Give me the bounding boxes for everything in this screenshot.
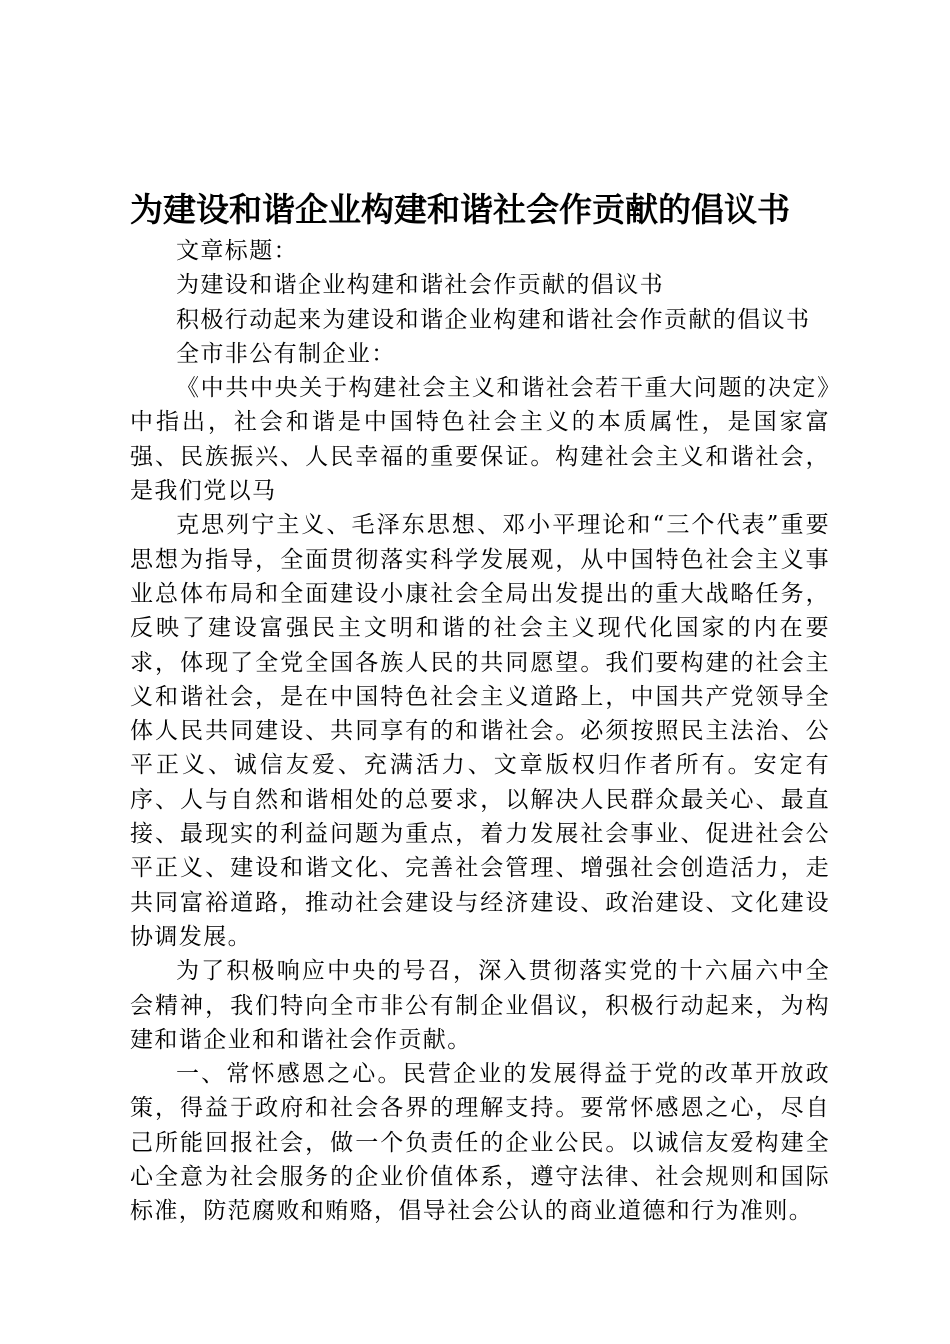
paragraph-article-label: 文章标题： [176,238,298,264]
paragraph-body-2: 克思列宁主义、毛泽东思想、邓小平理论和“三个代表”重要思想为指导，全面贯彻落实科学发展观，从中国特色社会主义事业总体布局和全面建设小康社会全局出发提出的重大战略任务，反映了建设富强民主文明和谐的社会主义现代化国家的内在要求，体现了全党全国各族人民的共同愿望。我们要构建的社会主义和谐社会，是在中国特色社会主义道路上，中国共产党领导全体人民共同建设、共同享有的和谐社会。必须按照民主法治、公平正义、诚信友爱、充满活力、文章版权归作者所有。安定有序、人与自然和谐相处的总要求，以解决人民群众最关心、最直接、最现实的利益问题为重点，着力发展社会事业、促进社会公平正义、建设和谐文化、完善社会管理、增强社会创造活力，走共同富裕道路，推动社会建设与经济建设、政治建设、文化建设协调发展。 [130,512,830,950]
paragraph-body-1: 《中共中央关于构建社会主义和谐社会若干重大问题的决定》中指出，社会和谐是中国特色社会主义的本质属性，是国家富强、民族振兴、人民幸福的重要保证。构建社会主义和谐社会，是我们党以马 [130,375,830,505]
paragraph-heading: 积极行动起来为建设和谐企业构建和谐社会作贡献的倡议书 [176,306,811,333]
document-title: 为建设和谐企业构建和谐社会作贡献的倡议书 [130,190,790,229]
document-body [130,188,830,1229]
paragraph-body-3: 为了积极响应中央的号召，深入贯彻落实党的十六届六中全会精神，我们特向全市非公有制企业倡议，积极行动起来，为构建和谐企业和和谐社会作贡献。 [130,958,830,1053]
paragraph-body-4: 一、常怀感恩之心。民营企业的发展得益于党的改革开放政策，得益于政府和社会各界的理解支持。要常怀感恩之心，尽自己所能回报社会，做一个负责任的企业公民。以诚信友爱构建全心全意为社会服务的企业价值体系，遵守法律、社会规则和国际标准，防范腐败和贿赂，倡导社会公认的商业道德和行为准则。 [130,1061,830,1225]
paragraph-article-title: 为建设和谐企业构建和谐社会作贡献的倡议书 [176,272,664,299]
paragraph-salutation: 全市非公有制企业： [176,340,396,367]
